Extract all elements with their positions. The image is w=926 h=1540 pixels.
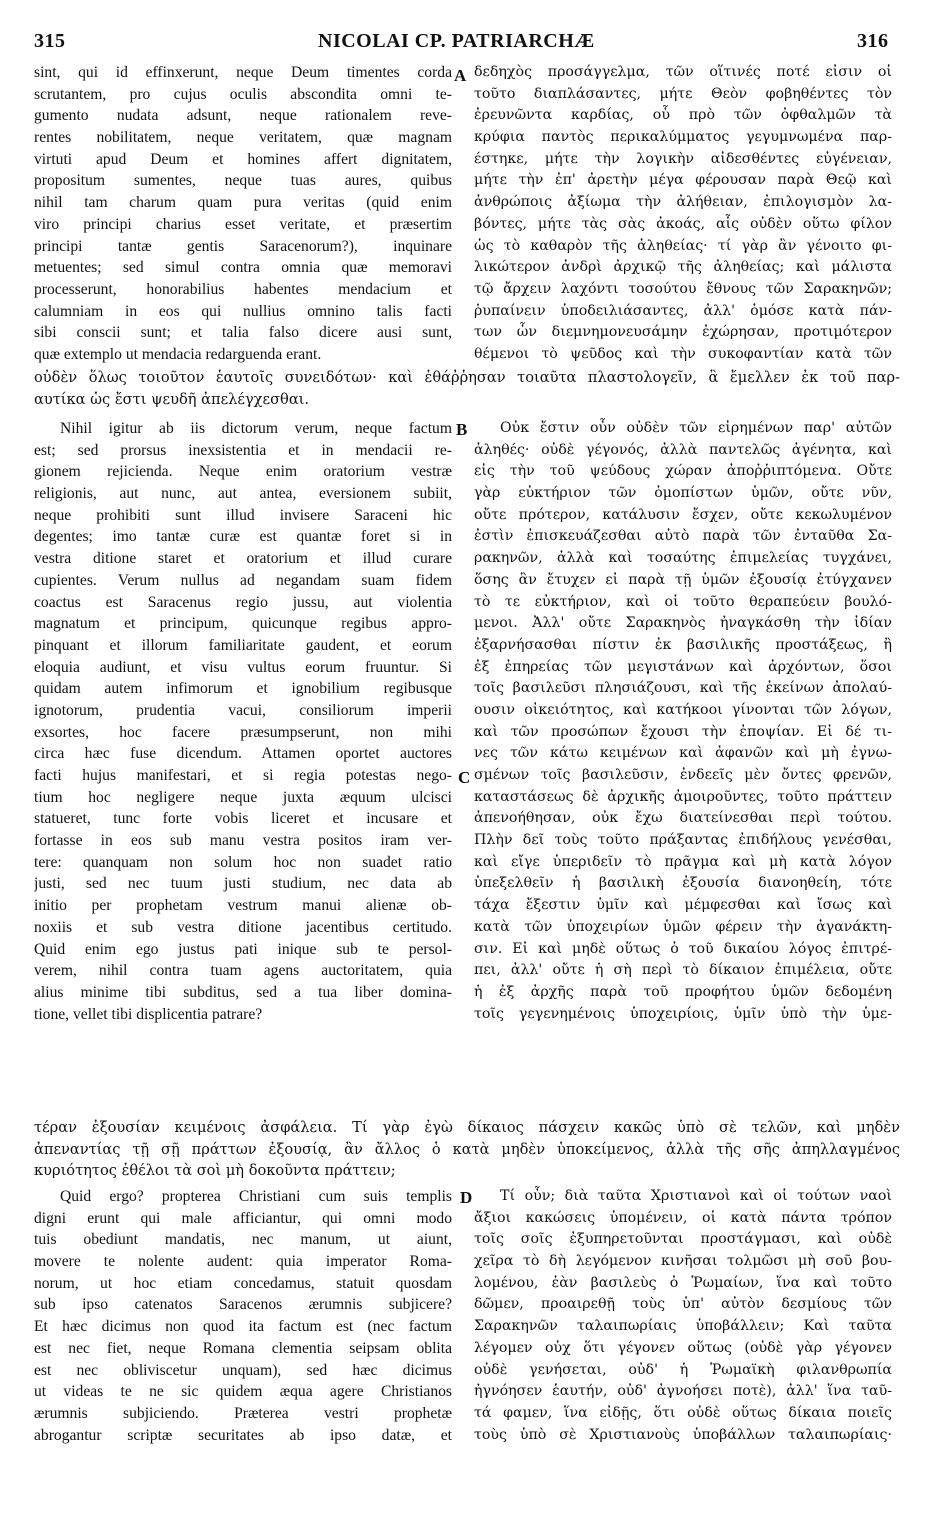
text-line: Quid ergo? propterea Christiani cum suis templis (60, 1188, 452, 1205)
text-line: ignotorum, prudentia vacui, consiliorum imperii (34, 701, 452, 719)
text-line: έστηκε, μήτε τὴν λογικὴν αἰδεσθέντες εὐγένειαν, (474, 150, 892, 167)
text-line: digni erunt qui male afficiantur, qui omni modo (34, 1209, 452, 1227)
text-line: Πλὴν δεῖ τοὺς τοῦτο πράξαντας ἐπιδήλους γενέσθαι, (474, 832, 892, 849)
text-line: verem, nihil contra tuam agens auctoritatem, quia (34, 962, 452, 980)
text-line: justi, sed nec tuum justi studium, nec data ab (34, 875, 452, 893)
text-line: δεδηχὸς προσάγγελμα, τῶν οἵτινές ποτέ εἰσιν οἱ (474, 64, 892, 80)
text-line: κατὰ τῶν ὑποχειρίων ὑμῶν φέρειν τὴν ἀγανάκτη- (474, 918, 892, 935)
text-line: οὐδὲ γενήσεται, οὐδ' ἡ Ῥωμαϊκὴ φιλανθρωπία (474, 1361, 892, 1378)
text-line: neque prohibiti sunt illud invisere Saraceni hic (34, 506, 452, 524)
text-line: σμένων τοῖς βασιλεῦσιν, ἐνδεεῖς μὲν ὄντες φρενῶν, (474, 767, 892, 783)
text-line: virtuti apud Deum et homines affert dignitatem, (34, 150, 452, 168)
text-line: λομένου, ἐὰν βασιλεὺς ὁ Ῥωμαίων, ἵνα καὶ τοῦτο (474, 1274, 892, 1291)
text-line: processerunt, honorabilius habentes mendacium et (34, 280, 452, 298)
text-line: τά φαμεν, ἵνα εἰδῇς, ὅτι οὐδὲ οὕτως δίκαια ποιεῖς (474, 1404, 892, 1421)
text-line: propositum sumentes, neque tuas aures, quibus (34, 172, 452, 190)
text-line: σιν. Εἰ καὶ μηδὲ οὕτως ὁ τοῦ δικαίου λόγος ἐπιτρέ- (474, 940, 892, 957)
text-line: quæ extemplo ut mendacia redarguenda erant. (34, 345, 322, 363)
text-line: tium hoc negligere neque juxta æquum ulcisci (34, 788, 452, 806)
running-title: NICOLAI CP. PATRIARCHÆ (318, 30, 595, 52)
text-line: των ὧν διεμνημονευσάμην ἐχώρησαν, προτιμότερον (474, 324, 892, 341)
text-line: est; sed prorsus inexsistentia et in mendacii re- (34, 441, 452, 459)
text-line: ἠγνόησεν ἑαυτήν, οὐδ' ἀγνοήσει ποτὲ), ἀλλ' ἵνα ταῦ- (474, 1383, 892, 1400)
text-line: καταστάσεως δὲ ἀρχικῆς ἀμοιροῦντες, τοῦτο πράττειν (474, 788, 892, 805)
text-line: τοῖς γεγενημένοις ὑποχειρίοις, ὑμῖν ὑπὸ τὴν ὑμε- (474, 1005, 892, 1022)
text-line: τοῦτο διαπλάσαντες, μήτε Θεὸν φοβηθέντες τὸν (474, 85, 892, 102)
text-line: γὰρ εὐκτήριον τῶν ὁμοπίστων ὑμῶν, οὔτε νῦν, (474, 485, 892, 502)
text-line: λέγομεν οὐχ ὅτι γέγονεν οὕτως (οὐδὲ γὰρ γέγονεν (474, 1339, 892, 1356)
text-line: τέραν ἐξουσίαν κειμένοις ἀσφάλεια. Τί γὰρ ἐγὼ δίκαιος πάσχειν κακῶς ὑπὸ σὲ τελῶν, καὶ μηδὲν (34, 1119, 900, 1136)
right-page-number: 316 (857, 30, 889, 52)
text-line: coactus est Saracenus regio jussu, aut violentia (34, 593, 452, 611)
text-line: religionis, aut nunc, aut antea, eversionem subiit, (34, 485, 452, 503)
text-line: ἄξιοι κακώσεις ὑπομένειν, οἱ κατὰ πάντα τρόπον (474, 1209, 892, 1226)
text-line: pinquant et illorum familiaritate gaudent, et eorum (34, 636, 452, 654)
text-line: βόντες, μήτε τὰς σὰς ἀκοάς, αἷς οὐδὲν οὕτω φίλον (474, 215, 892, 232)
text-line: gumento nudata adsunt, neque rationalem reve- (34, 107, 452, 125)
text-line: Et hæc dicimus non quod ita factum est (nec factum (34, 1318, 452, 1336)
text-line: ἐξ ἐπηρείας τῶν μεγιστάνων καὶ ἀρχόντων, ὅσοι (474, 658, 892, 675)
text-line: est nec obliviscetur unquam), sed hæc dicimus (34, 1361, 452, 1379)
text-line: fortasse in eos sub manu vestra positos iram ver- (34, 832, 452, 850)
greek-column-block-1 (474, 62, 892, 366)
text-line: est nec fiet, neque Romana clementia seipsam oblita (34, 1339, 452, 1357)
text-line: αυτίκα ὡς ἔστι ψευδῆ ἀπελέγχεσθαι. (34, 390, 310, 408)
text-line: Οὐκ ἔστιν οὖν οὐδὲν τῶν εἰρημένων παρ' αὐτῶν (500, 420, 892, 436)
text-line: πει, ἀλλ' οὔτε ἡ σὴ περὶ τὸ δίκαιον ἐπιμέλεια, οὔτε (474, 962, 892, 979)
text-line: quidam autem infimorum et ignobilium regibusque (34, 680, 452, 698)
greek-column-block-3 (474, 1186, 892, 1446)
text-line: ἀνθρώποις ἀξίωμα τὴν ἀλήθειαν, ἐπιλογισμὸν λα- (474, 194, 892, 211)
section-marker-a: A (454, 66, 467, 85)
text-line: calumniam in eos qui nullius omnino talis facti (34, 302, 452, 320)
text-line: τῷ ἄρχειν λαχόντι τοσούτου ἔθνους τῶν Σαρακηνῶν; (474, 280, 892, 297)
text-line: scrutantem, pro cujus oculis abscondita omni te- (34, 85, 452, 103)
text-line: Σαρακηνῶν ταλαιπωρίαις ὑποβάλλειν; Καὶ ταῦτα (474, 1318, 892, 1335)
text-line: ἀπενοήθησαν, οὐκ ἔχω διατείνεσθαι περὶ τούτου. (474, 810, 892, 827)
text-line: λικώτερον ἀνδρὶ ἀρχικῷ τῆς ἀληθείας; καὶ μάλιστα (474, 259, 892, 276)
text-line: abrogantur scriptæ securitates ab ipso datæ, et (34, 1426, 452, 1444)
text-line: εἰς τὴν τοῦ ψεύδους χώραν ἀποῤῥιπτόμενα. Οὔτε (474, 463, 892, 480)
latin-column-block-2 (34, 418, 452, 1025)
text-line: μήτε τὴν ἐπ' ἀρετὴν μέγα φέρουσαν παρὰ Θεῷ καὶ (474, 172, 892, 189)
text-line: οὐδὲν ὅλως τοιοῦτον ἑαυτοῖς συνειδότων· καὶ ἐθάῤῥησαν τοιαῦτα πλαστολογεῖν, ἃ ἔμελλεν ἐκ τοῦ παρ- (34, 369, 900, 386)
text-line: ἀπεναντίας τῇ σῇ πράττων ἐξουσίᾳ, ἂν ἄλλος ὁ κατὰ μηδὲν ὑποκείμενος, ἀλλὰ τῆς σῆς ἀπηλλαγμένος (34, 1140, 900, 1158)
greek-column-block-2 (474, 418, 892, 1025)
text-line: principi tantæ gentis Saracenorum?), inquinare (34, 237, 452, 255)
text-line: μενοι. Ἀλλ' οὔτε Σαρακηνὸς ἠναγκάσθη τὴν ἰδίαν (474, 615, 892, 632)
text-line: exsortes, hoc facere præsumpserunt, non mihi (34, 723, 452, 741)
text-line: τοῖς σοῖς ἐξυπηρετοῦνται προστάγμασι, καὶ οὐδὲ (474, 1231, 892, 1248)
text-line: tuis obediunt mandatis, nec manum, ut aiunt, (34, 1231, 452, 1249)
text-line: sint, qui id effinxerunt, neque Deum timentes corda (34, 64, 452, 81)
text-line: ἐξαρνήσασθαι πίστιν ἐκ βασιλικῆς προστάξεως, ἢ (474, 636, 892, 653)
text-line: Quid enim ego justus pati inique sub te persol- (34, 940, 452, 958)
text-line: κυριότητος ἐθέλοι τὰ σοὶ μὴ δοκοῦντα πράττειν; (34, 1162, 396, 1180)
text-line: ἐστὶν ἐπισκευάζεσθαι αὐτὸ παρὰ τῶν ἐνταῦθα Σα- (474, 528, 892, 545)
greek-full-width-block-2 (34, 1117, 900, 1182)
text-line: vestra ditione staret et oratorium et illud curare (34, 550, 452, 568)
text-line: ut videas te ne sic quidem æqua agere Christianos (34, 1383, 452, 1401)
text-line: degentes; imo tantæ curæ est quantæ foret si in (34, 528, 452, 546)
text-line: νες τῶν κάτω κειμένων καὶ ἀφανῶν καὶ μὴ ἐγνω- (474, 745, 892, 762)
text-line: καὶ τῶν προσώπων ἔχουσι τὴν ἐποψίαν. Εἰ δέ τι- (474, 723, 892, 740)
text-line: ὡς τὸ καθαρὸν τῆς ἀληθείας· τί γὰρ ἂν γένοιτο φι- (474, 237, 892, 254)
text-line: ῥυπαίνειν ὑποδειλιάσαντες, ἀλλ' ὁμόσε κατὰ πάν- (474, 302, 892, 319)
text-line: gionem rejicienda. Neque enim oratorium vestræ (34, 463, 452, 481)
section-marker-c: C (458, 768, 471, 787)
text-line: ἡ ἐξ ἀρχῆς παρὰ τοῦ προφήτου ὑμῶν δεδομένη (474, 983, 892, 1000)
text-line: ἀληθές· οὐδὲ γέγονός, ἀλλὰ παντελῶς ἀγένητα, καὶ (474, 441, 892, 458)
text-line: ἐρευνῶντα καρδίας, οὗ πρὸ τῶν ὀφθαλμῶν τὰ (474, 107, 892, 124)
text-line: magnatum et principum, quicunque regibus appro- (34, 615, 452, 633)
text-line: cupientes. Verum nullus ad negandam suam fidem (34, 571, 452, 589)
text-line: οὔτε πρότερον, κατάλυσιν ἔσχεν, οὔτε κεκωλυμένον (474, 506, 892, 523)
text-line: tere: quanquam non solum hoc non suadet ratio (34, 853, 452, 871)
text-line: ουσιν οἰκειότητος, καὶ κατήκοοι γίνονται τῶν λόγων, (474, 701, 892, 718)
text-line: ὅσης ἂν ἔτυχεν εἰ παρὰ τῇ ὑμῶν ἐξουσίᾳ ἐτύγχανεν (474, 571, 892, 588)
text-line: statueret, tunc forte vobis liceret et incusare et (34, 810, 452, 828)
text-line: τοὺς ὑπὸ σὲ Χριστιανοὺς ὑποβάλλων ταλαιπωρίαις· (474, 1426, 892, 1443)
greek-full-width-block-1 (34, 367, 900, 410)
text-line: τάχα ἔξεστιν ὑμῖν καὶ μέμφεσθαι καὶ ἴσως καὶ (474, 897, 892, 914)
text-line: facti hujus manifestari, et si regia potestas nego- (34, 767, 452, 784)
text-line: ὑπεξελθεῖν ἡ βασιλικὴ ἐξουσία διανοηθείη, τότε (474, 875, 892, 892)
text-line: eloquia audiunt, et visu vultus eorum fruuntur. Si (34, 658, 452, 676)
section-marker-b: B (456, 420, 468, 439)
text-line: χεῖρα τὸ δὴ λεγόμενον κινῆσαι τολμῶσι μὴ σοῦ βου- (474, 1253, 892, 1270)
text-line: τὸ τε εὐκτήριον, καὶ οἱ τοῦτο θεραπεύειν βουλό- (474, 593, 892, 610)
text-line: tione, vellet tibi displicentia patrare? (34, 1005, 263, 1023)
text-line: nihil tam charum quam pura veritas (quid enim (34, 194, 452, 212)
text-line: rentes nobilitatem, neque veritatem, quæ magnam (34, 129, 452, 147)
text-line: Τί οὖν; διὰ ταῦτα Χριστιανοὶ καὶ οἱ τούτων ναοὶ (500, 1188, 892, 1204)
text-line: Nihil igitur ab iis dictorum verum, neque factum (60, 420, 452, 437)
text-line: ærumnis subjiciendo. Præterea vestri prophetæ (34, 1404, 452, 1422)
text-line: θέμενοι τὸ ψεῦδος καὶ τὴν συκοφαντίαν κατὰ τῶν (474, 345, 892, 362)
text-line: καὶ εἴγε ὑπεριδεῖν τὸ πρᾶγμα καὶ μὴ κατὰ λόγον (474, 853, 892, 870)
text-line: initio per prophetam vestrum manui alienæ ob- (34, 897, 452, 915)
latin-column-block-1 (34, 62, 452, 366)
text-line: noxiis et sub vestra ditione jacentibus certitudo. (34, 918, 452, 936)
latin-column-block-3 (34, 1186, 452, 1446)
text-line: movere te nolente audent: quia imperator Roma- (34, 1253, 452, 1271)
text-line: sibi conscii sunt; et talia falso dicere ausi sunt, (34, 324, 452, 342)
text-line: sub ipso catenatos Saracenos ærumnis subjicere? (34, 1296, 452, 1314)
text-line: τοῖς βασιλεῦσι πλησιάζουσι, καὶ τῆς ἐκείνων ἀπολαύ- (474, 680, 892, 697)
text-line: viro principi charius esset veritate, et præsertim (34, 215, 452, 233)
text-line: δῶμεν, προαιρεθῇ τοὺς ὑπ' αὐτὸν δεσμίους τῶν (474, 1296, 892, 1313)
left-page-number: 315 (34, 30, 66, 52)
text-line: ρακηνῶν, ἀλλὰ καὶ τοσαύτης ἐπιμελείας τυγχάνει, (474, 550, 892, 567)
text-line: metuentes; sed simul contra omnia quæ memoravi (34, 259, 452, 277)
text-line: alius minime tibi subditus, sed a tua liber domina- (34, 983, 452, 1001)
text-line: circa hæc fuse dicendum. Attamen oportet auctores (34, 745, 452, 763)
text-line: norum, ut hoc etiam concedamus, statuit quosdam (34, 1274, 452, 1292)
text-line: κρύφια παντὸς περικαλύμματος γεγυμνωμένα παρ- (474, 129, 892, 146)
section-marker-d: D (460, 1188, 473, 1207)
